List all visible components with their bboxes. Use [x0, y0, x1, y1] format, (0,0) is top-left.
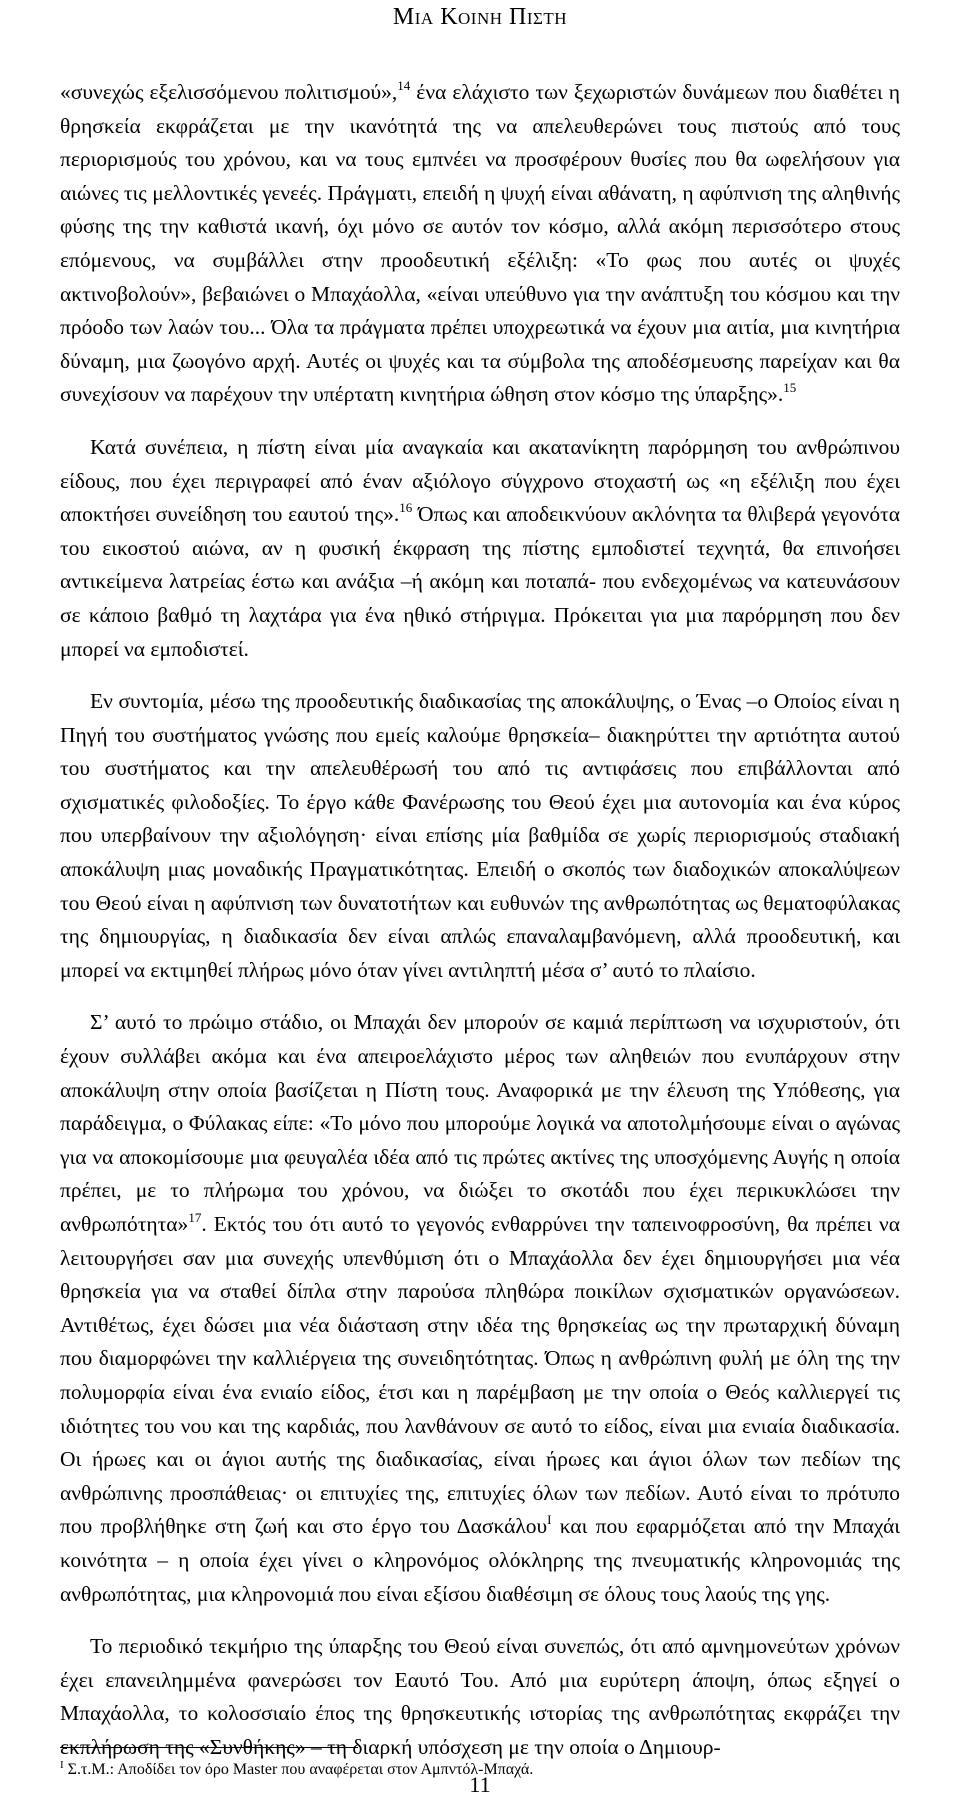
paragraph-text: «συνεχώς εξελισσόμενου πολιτισμού»,: [60, 80, 398, 104]
paragraph-text: Κατά συνέπεια, η πίστη είναι μία αναγκαία και ακατανίκητη παρόρμηση του ανθρώπινου είδους, που έχει περιγραφεί από έναν αξιόλογο σύγχρονο στοχαστή ως «η εξέλιξη που έχει αποκτήσει συνείδηση του εαυτού της».: [60, 434, 900, 527]
paragraph-text: Όπως και αποδεικνύουν ακλόνητα τα θλιβερά γεγονότα του εικοστού αιώνα, αν η φυσική έκφραση της πίστης εμποδιστεί τεχνητά, θα επινοήσει αντικείμενα λατρείας έστω και ανάξια –ή ακόμη και ποταπά- που ενδεχομένως να κατευνάσουν σε κάποιο βαθμό τη λαχτάρα για ένα ηθικό στήριγμα. Πρόκειται για μια παρόρμηση που δεν μπορεί να εμποδιστεί.: [60, 502, 900, 661]
paragraph-text: Εν συντομία, μέσω της προοδευτικής διαδικασίας της αποκάλυψης, ο Ένας –ο Οποίος είναι η Πηγή του συστήματος γνώσης που εμείς καλούμε θρησκεία– διακηρύττει την αρτιότητα αυτού του συστήματος και την απελευθέρωσή του από τις αντιφάσεις που επιβάλλονται από σχισματικές φιλοδοξίες. Το έργο κάθε Φανέρωσης του Θεού έχει μια αυτονομία και ένα κύρος που υπερβαίνουν την αξιολόγηση· είναι επίσης μία βαθμίδα σε χωρίς περιορισμούς σταδιακή αποκάλυψη μιας μοναδικής Πραγματικότητας. Επειδή ο σκοπός των διαδοχικών αποκαλύψεων του Θεού είναι η αφύπνιση των δυνατοτήτων και ευθυνών της ανθρωπότητας ως θεματοφύλακας της δημιουργίας, η διαδικασία δεν είναι απλώς επαναλαμβανόμενη, αλλά προοδευτική, και μπορεί να εκτιμηθεί πλήρως μόνο όταν γίνει αντιληπτή μέσα σ’ αυτό το πλαίσιο.: [60, 689, 900, 982]
paragraph-text: Το περιοδικό τεκμήριο της ύπαρξης του Θεού είναι συνεπώς, ότι από αμνημονεύτων χρόνων έχει επανειλημμένα φανερώσει τον Εαυτό Του. Από μια ευρύτερη άποψη, όπως εξηγεί ο Μπαχάολλα, το κολοσσιαίο έπος της θρησκευτικής ιστορίας της ανθρωπότητας εκφράζει την εκπλήρωση της «Συνθήκης» – τη διαρκή υπόσχεση με την οποία ο Δημιουρ-: [60, 1634, 900, 1759]
footnote-reference: 16: [399, 500, 413, 516]
paragraph-text: . Εκτός του ότι αυτό το γεγονός ενθαρρύνει την ταπεινοφροσύνη, θα πρέπει να λειτουργήσει σαν μια συνεχής υπενθύμιση ότι ο Μπαχάολλα δεν έχει δημιουργήσει μια νέα θρησκεία για να σταθεί δίπλα στην παρούσα πληθώρα ποικίλων σχισματικών οργανώσεων. Αντιθέτως, έχει δώσει μια νέα διάσταση στην ιδέα της θρησκείας ως την πρωταρχική δύναμη που διαμορφώνει την καλλιέργεια της συνειδητότητας. Όπως η ανθρώπινη φυλή με όλη της την πολυμορφία είναι ένα ενιαίο είδος, έτσι και η παρέμβαση με την οποία ο Θεός καλλιεργεί τις ιδιότητες του νου και της καρδιάς, που λανθάνουν σε αυτό το είδος, είναι μια ενιαία διαδικασία. Οι ήρωες και οι άγιοι αυτής της διαδικασίας, είναι ήρωες και άγιοι όλων των πεδίων της ανθρώπινης προσπάθειας· οι επιτυχίες της, επιτυχίες όλων των πεδίων. Αυτό είναι το πρότυπο που προβλήθηκε στη ζωή και στο έργο του Δασκάλου: [60, 1212, 900, 1539]
footnote-reference: 14: [397, 78, 411, 93]
footnote-reference: 17: [188, 1210, 202, 1225]
paragraph: [60, 76, 900, 412]
paragraph-text: ένα ελάχιστο των ξεχωριστών δυνάμεων που διαθέτει η θρησκεία εκφράζεται με την ικανότητά της να απελευθερώνει τους πιστούς από τους περιορισμούς του χρόνου, και να τους εμπνέει να προσφέρουν θυσίες που θα ωφελήσουν για αιώνες τις μελλοντικές γενεές. Πράγματι, επειδή η ψυχή είναι αθάνατη, η αφύπνιση της αληθινής φύσης της την καθιστά ικανή, όχι μόνο σε αυτόν τον κόσμο, αλλά ακόμη περισσότερο στους επόμενους, να συμβάλλει στην προοδευτική εξέλιξη: «Το φως που αυτές οι ψυχές ακτινοβολούν», βεβαιώνει ο Μπαχάολλα, «είναι υπεύθυνο για την ανάπτυξη του κόσμου και την πρόοδο των λαών του... Όλα τα πράγματα πρέπει υποχρεωτικά να έχουν μια αιτία, μια κινητήρια δύναμη, μια ζωογόνο αρχή. Αυτές οι ψυχές και τα σύμβολα της αποδέσμευσης παρείχαν και θα συνεχίσουν να παρέχουν την υπέρτατη κινητήρια ώθηση στον κόσμο της ύπαρξης».: [60, 80, 900, 407]
page-number: 11: [469, 1772, 491, 1797]
running-head: Μια Κοινη Πιστη: [392, 4, 568, 30]
footnote-rule: [60, 1747, 358, 1748]
paragraph: [60, 1006, 900, 1611]
footnote-marker: I: [60, 1759, 64, 1771]
footnote-reference: I: [547, 1512, 552, 1528]
paragraph-text: Σ’ αυτό το πρώιμο στάδιο, οι Μπαχάι δεν μπορούν σε καμιά περίπτωση να ισχυριστούν, ότι έχουν συλλάβει ακόμα και ένα απειροελάχιστο μέρος των αληθειών που ενυπάρχουν στην αποκάλυψη στην οποία βασίζεται η Πίστη τους. Αναφορικά με την έλευση της Υπόθεσης, για παράδειγμα, ο Φύλακας είπε: «Το μόνο που μπορούμε λογικά να αποτολμήσουμε είναι ο αγώνας για να αποκομίσουμε μια φευγαλέα ιδέα από τις πρώτες ακτίνες της υποσχόμενης Αυγής η οποία πρέπει, με το πλήρωμα του χρόνου, να διώξει το σκοτάδι που έχει περικυκλώσει την ανθρωπότητα»: [60, 1010, 900, 1236]
paragraph-text: και που εφαρμόζεται από την Μπαχάι κοινότητα – η οποία έχει γίνει ο κληρονόμος ολόκληρης της πνευματικής κληρονομιάς της ανθρωπότητας, μια κληρονομιά που είναι εξίσου διαθέσιμη σε όλους τους λαούς της γης.: [60, 1514, 900, 1606]
body-text: [60, 76, 900, 1765]
paragraph: [60, 685, 900, 987]
footnote-text: Σ.τ.Μ.: Αποδίδει τον όρο Master που αναφέρεται στον Αμπντόλ-Μπαχά.: [63, 1761, 534, 1778]
footnote-reference: 15: [783, 380, 797, 396]
paragraph: [60, 431, 900, 666]
paragraph: [60, 1630, 900, 1764]
